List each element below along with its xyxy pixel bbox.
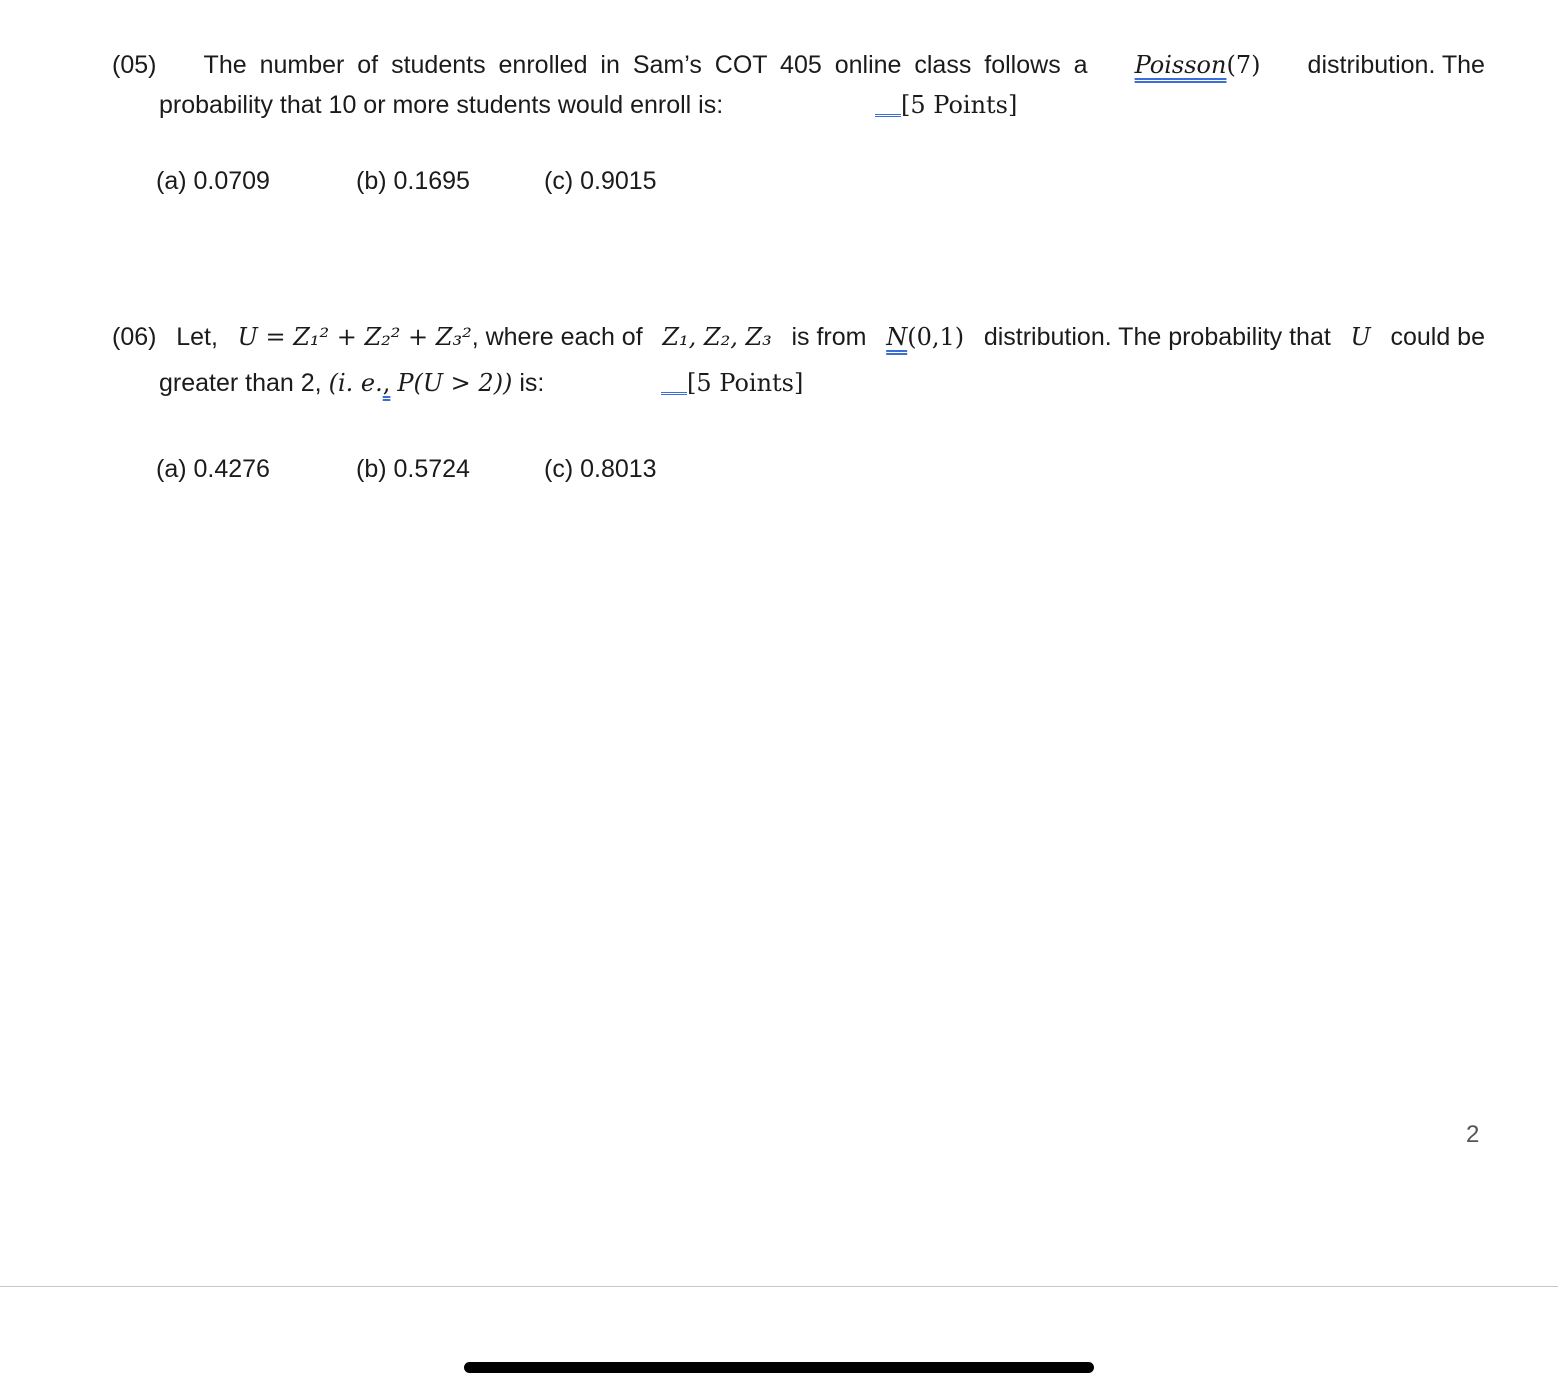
q06-distribution (886, 322, 964, 352)
q05-points (875, 90, 1017, 120)
q06-ie-text: (i. e. (328, 369, 383, 397)
q06-options (156, 454, 756, 484)
q06-points (661, 368, 803, 398)
q05-text-end: distribution. The (1307, 51, 1485, 79)
q06-option-c[interactable]: (c) 0.8013 (544, 455, 657, 483)
q06-line2 (159, 368, 544, 398)
q05-number: (05) (112, 51, 157, 79)
q06-line1 (112, 322, 1485, 352)
q05-option-b[interactable]: (b) 0.1695 (356, 167, 470, 195)
q06-option-b[interactable]: (b) 0.5724 (356, 455, 470, 483)
q06-where: , where each of (471, 323, 643, 351)
q06-number: (06) (112, 323, 157, 351)
q06-text-mid: distribution. The probability that (983, 323, 1331, 351)
q05-distribution (1135, 50, 1261, 80)
q05-option-a[interactable]: (a) 0.0709 (156, 167, 270, 195)
q06-vars: Z₁, Z₂, Z₃ (662, 323, 772, 351)
q06-let: Let, (176, 323, 218, 351)
q05-dist-name: Poisson (1134, 51, 1227, 79)
q06-could-be: could be (1390, 323, 1485, 351)
q05-option-c[interactable]: (c) 0.9015 (544, 167, 657, 195)
q06-U: U (1350, 323, 1371, 351)
q06-option-a[interactable]: (a) 0.4276 (156, 455, 270, 483)
q06-equation (238, 322, 643, 352)
q06-dist-name: N (886, 323, 908, 351)
q05-question-text: probability that 10 or more students would enroll is: (159, 91, 724, 119)
q06-dist-param: (0,1) (907, 323, 965, 351)
q06-prob-expr: P(U > 2)) (397, 369, 513, 397)
q06-equation-expr: U = Z₁² + Z₂² + Z₃² (237, 323, 472, 351)
q06-greater-than: greater than 2, (159, 369, 322, 397)
q06-points-label: [5 Points] (687, 369, 804, 397)
q05-points-label: [5 Points] (901, 91, 1018, 119)
q05-dist-param: (7) (1226, 51, 1261, 79)
page-number: 2 (1466, 1121, 1480, 1148)
page-divider (0, 1286, 1558, 1287)
q06-answer-blank[interactable] (661, 392, 687, 395)
q05-answer-blank[interactable] (875, 114, 901, 117)
q05-line1 (112, 50, 1485, 80)
q06-is: is: (519, 369, 545, 397)
q06-ie-comma: , (382, 369, 391, 397)
q05-text-start: The number of students enrolled in Sam’s COT 405 online class follows a (203, 51, 1088, 79)
q05-options (156, 166, 756, 196)
home-indicator-bar[interactable] (464, 1362, 1094, 1373)
q05-line2 (159, 90, 723, 120)
q06-ie (329, 369, 383, 397)
q06-is-from: is from (791, 323, 867, 351)
